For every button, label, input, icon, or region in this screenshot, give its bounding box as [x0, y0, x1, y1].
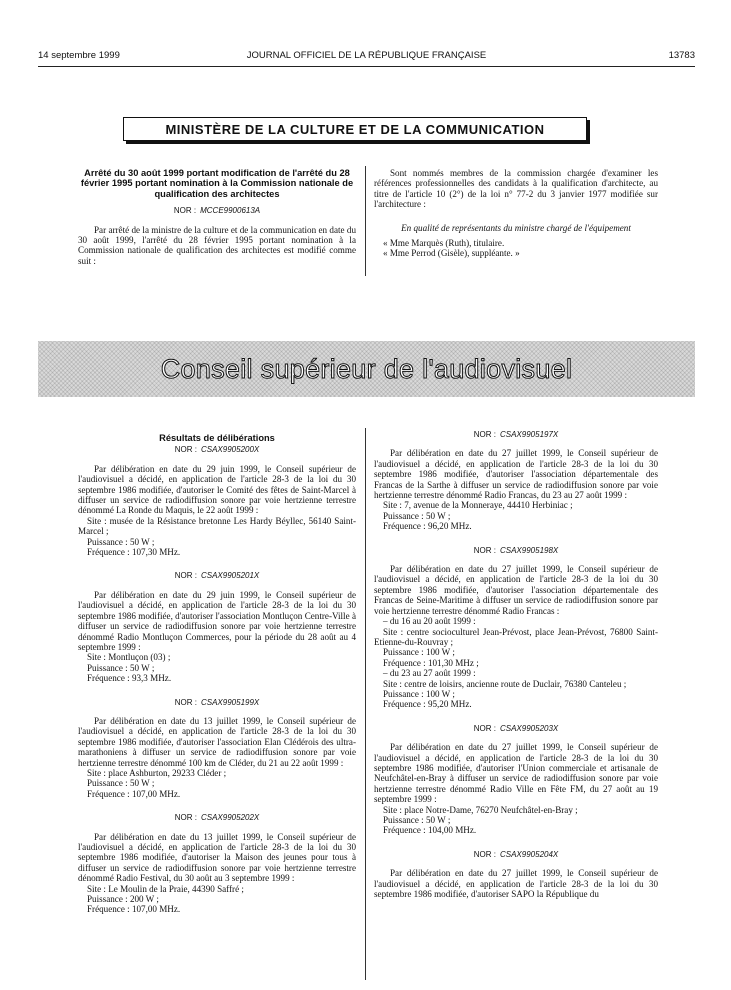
- deliberation-line: Fréquence : 95,20 MHz.: [383, 699, 472, 710]
- deliberation-line: Puissance : 50 W ;: [87, 536, 155, 547]
- nor-code: CSAX9905201X: [200, 571, 260, 581]
- deliberation-body: Par délibération en date du 29 juin 1999, le Conseil supérieur de l'audiovisuel a décidé, en application de l'article 28-3 de la loi du 30 septembre 1986 modifiée, d'autoriser le Comité des fêtes de Saint-Marcel à diffuser un service de radiodiffusion sonore par voie hertzienne terrestre dénommé La Ronde du Maquis, le 22 août 1999 :: [78, 463, 356, 516]
- deliberation-nor: [78, 813, 356, 823]
- deliberation-body: Par délibération en date du 27 juillet 1999, le Conseil supérieur de l'audiovisuel a décidé, en application de l'article 28-3 de la loi du 30 septembre 1986 modifiée, d'autoriser l'Union commerciale et artisanale de Neufchâtel-en-Bray à diffuser un service de radiodiffusion sonore par voie hertzienne terrestre dénommé Radio Ville en Fête FM, du 27 août au 19 septembre 1999 :: [374, 742, 658, 805]
- nor-label: NOR :: [473, 849, 496, 859]
- arrete-right-intro: Sont nommés membres de la commission chargée d'examiner les références professionnelles des candidats à la qualification d'architecte, au titre de l'article 10 (2°) de la loi n° 77-2 du 3 janvier 1977 modifiée sur l'architecture :: [374, 168, 658, 210]
- arrete-body: Par arrêté de la ministre de la culture et de la communication en date du 30 août 1999, l'arrêté du 28 février 1995 portant nomination à la Commission nationale de qualification des architectes est modifié comme suit :: [78, 224, 356, 266]
- nor-code: CSAX9905199X: [200, 697, 260, 707]
- deliberation-line: Fréquence : 107,00 MHz.: [87, 904, 181, 915]
- deliberation-body: Par délibération en date du 27 juillet 1999, le Conseil supérieur de l'audiovisuel a décidé, en application de l'article 28-3 de la loi du 30 septembre 1986 modifiée, d'autoriser l'association départementale des Francas de Seine-Maritime à diffuser un service de radiodiffusion sonore par voie hertzienne terrestre dénommé Radio Francas :: [374, 564, 658, 616]
- deliberation-line: – du 23 au 27 août 1999 :: [383, 668, 476, 679]
- deliberation-line: Puissance : 200 W ;: [87, 894, 159, 905]
- nor-label: NOR :: [174, 445, 197, 455]
- deliberation-nor: [374, 430, 658, 440]
- deliberation-line: Fréquence : 107,00 MHz.: [87, 788, 181, 799]
- deliberation-line: Puissance : 100 W ;: [383, 647, 455, 658]
- deliberation-line: Site : place Ashburton, 29233 Cléder ;: [87, 767, 227, 778]
- nor-code: MCCE9900613A: [200, 206, 261, 216]
- nor-label: NOR :: [174, 571, 197, 581]
- deliberation-nor: [374, 546, 658, 556]
- deliberation-body: Par délibération en date du 27 juillet 1999, le Conseil supérieur de l'audiovisuel a décidé, en application de l'article 28-3 de la loi du 30 septembre 1986 modifiée, d'autoriser SAPO la République du: [374, 868, 658, 900]
- deliberation-line: Site : centre socioculturel Jean-Prévost, place Jean-Prévost, 76800 Saint-Etienne-du-Rouvray ;: [374, 626, 658, 647]
- deliberation-body: Par délibération en date du 13 juillet 1999, le Conseil supérieur de l'audiovisuel a décidé, en application de l'article 28-3 de la loi du 30 septembre 1986 modifiée, d'autoriser l'association Elan Clédérois des ultra-marathoniens à diffuser un service de radiodiffusion sonore par voie hertzienne terrestre dénommé 100 km de Cléder, du 21 au 22 août 1999 :: [78, 715, 356, 768]
- nor-code: CSAX9905200X: [200, 445, 260, 455]
- ministry-heading-box: [123, 117, 587, 141]
- deliberation-body: Par délibération en date du 27 juillet 1999, le Conseil supérieur de l'audiovisuel a décidé, en application de l'article 28-3 de la loi du 30 septembre 1986 modifiée, d'autoriser l'association départementale des Francas de la Sarthe à diffuser un service de radiodiffusion sonore par voie hertzienne terrestre dénommé Radio Francas, du 23 au 27 août 1999 :: [374, 448, 658, 501]
- nor-label: NOR :: [473, 545, 496, 555]
- deliberation-line: Site : Le Moulin de la Praie, 44390 Saffré ;: [87, 883, 244, 894]
- header-page-number: 13783: [668, 50, 695, 61]
- deliberation-line: Site : Montluçon (03) ;: [87, 652, 171, 663]
- header-rule: [38, 66, 695, 67]
- column-divider-top: [365, 166, 366, 276]
- csa-banner-title: Conseil supérieur de l'audiovisuel: [160, 353, 573, 384]
- csa-left-column: [78, 433, 356, 915]
- nor-label: NOR :: [473, 430, 496, 439]
- arrete-right-column: [374, 168, 658, 259]
- nor-code: CSAX9905204X: [499, 849, 559, 859]
- nor-label: NOR :: [473, 723, 496, 733]
- deliberation-body: Par délibération en date du 29 juin 1999, le Conseil supérieur de l'audiovisuel a décidé, en application de l'article 28-3 de la loi du 30 septembre 1986 modifiée, d'autoriser l'association Montluçon Centre-Ville à diffuser un service de radiodiffusion sonore par voie hertzienne terrestre dénommé Radio Montluçon Commerces, pour la période du 28 août au 4 septembre 1999 :: [78, 589, 356, 652]
- deliberation-nor: [78, 445, 356, 455]
- arrete-nor: [78, 206, 356, 216]
- deliberation-nor: [374, 724, 658, 734]
- deliberation-line: Site : musée de la Résistance bretonne Les Hardy Béyllec, 56140 Saint-Marcel ;: [78, 515, 356, 537]
- arrete-left-column: [78, 168, 356, 266]
- deliberation-line: Fréquence : 101,30 MHz ;: [383, 657, 479, 668]
- deliberation-nor: [78, 571, 356, 581]
- deliberation-line: Puissance : 50 W ;: [87, 662, 155, 673]
- deliberation-line: Puissance : 100 W ;: [383, 688, 455, 699]
- csa-banner: [38, 341, 695, 397]
- csa-right-column: [374, 430, 658, 899]
- deliberation-line: Puissance : 50 W ;: [383, 815, 451, 825]
- deliberation-line: Fréquence : 93,3 MHz.: [87, 673, 172, 684]
- deliberation-line: Site : centre de loisirs, ancienne route de Duclair, 76380 Canteleu ;: [383, 678, 627, 689]
- column-divider-bottom: [365, 428, 366, 980]
- header-journal-title: JOURNAL OFFICIEL DE LA RÉPUBLIQUE FRANÇAISE: [246, 50, 487, 61]
- deliberation-line: Fréquence : 104,00 MHz.: [383, 825, 477, 836]
- deliberation-line: Fréquence : 96,20 MHz.: [383, 521, 472, 532]
- deliberation-line: – du 16 au 20 août 1999 :: [383, 616, 476, 627]
- deliberation-line: Puissance : 50 W ;: [383, 510, 451, 521]
- deliberation-nor: [78, 698, 356, 708]
- nor-label: NOR :: [174, 697, 197, 707]
- nor-label: NOR :: [173, 206, 197, 216]
- deliberation-line: Site : 7, avenue de la Monneraye, 44410 Herbiniac ;: [383, 500, 573, 511]
- deliberation-body: Par délibération en date du 13 juillet 1999, le Conseil supérieur de l'audiovisuel a décidé, en application de l'article 28-3 de la loi du 30 septembre 1986 modifiée, d'autoriser la Maison des jeunes pour tous à diffuser un service de radiodiffusion sonore par voie hertzienne terrestre dénommé Radio Festival, du 30 août au 3 septembre 1999 :: [78, 831, 356, 884]
- deliberation-line: Fréquence : 107,30 MHz.: [87, 547, 181, 558]
- nor-code: CSAX9905202X: [200, 813, 260, 823]
- section-title: Résultats de délibérations: [159, 433, 275, 443]
- arrete-qualite: En qualité de représentants du ministre chargé de l'équipement: [401, 222, 631, 233]
- member-line: « Mme Perrod (Gisèle), suppléante. »: [383, 248, 520, 259]
- deliberation-nor: [374, 850, 658, 860]
- nor-label: NOR :: [174, 813, 197, 823]
- page-header: [38, 50, 695, 64]
- nor-code: CSAX9905198X: [499, 545, 559, 555]
- member-line: « Mme Marquès (Ruth), titulaire.: [383, 238, 505, 249]
- deliberation-line: Site : place Notre-Dame, 76270 Neufchâtel-en-Bray ;: [383, 804, 578, 815]
- arrete-title: Arrêté du 30 août 1999 portant modification de l'arrêté du 28 février 1995 portant nomination à la Commission nationale de qualification des architectes: [80, 168, 354, 199]
- nor-code: CSAX9905203X: [499, 723, 559, 733]
- ministry-heading: MINISTÈRE DE LA CULTURE ET DE LA COMMUNICATION: [165, 121, 545, 137]
- nor-code: CSAX9905197X: [499, 430, 559, 439]
- header-date: 14 septembre 1999: [38, 50, 120, 61]
- deliberation-line: Puissance : 50 W ;: [87, 778, 155, 789]
